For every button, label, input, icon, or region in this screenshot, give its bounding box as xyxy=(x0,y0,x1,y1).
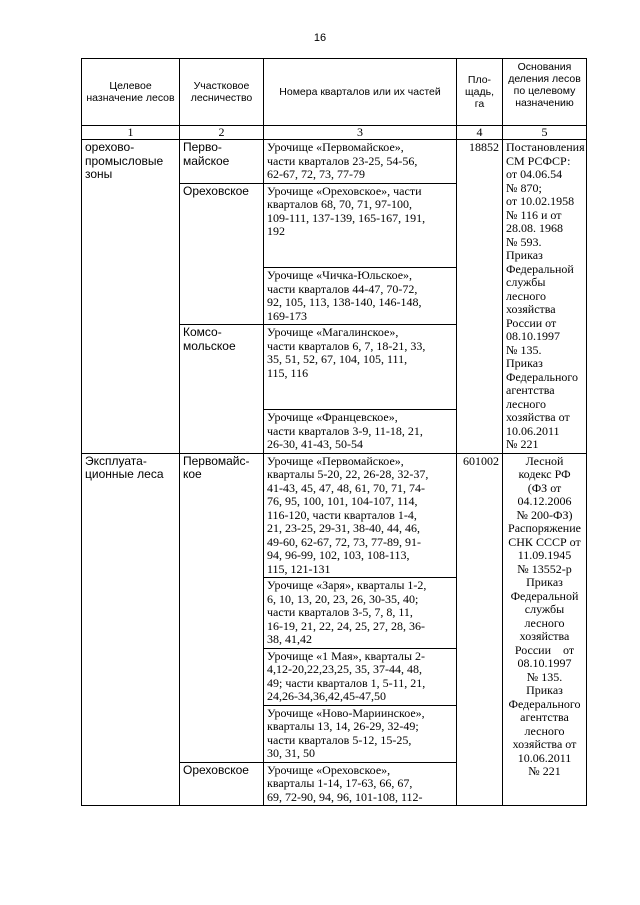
basis-line: № 135. xyxy=(506,342,542,357)
quarters-line: 30, 31, 50 xyxy=(267,746,315,760)
area-cell: 18852 xyxy=(457,140,503,454)
quarters-cell xyxy=(264,325,457,410)
lesnichestvo-line: мольское xyxy=(183,338,236,353)
basis-line: Федерального xyxy=(508,696,581,711)
quarters-line: кварталы 1-14, 17-63, 66, 67, xyxy=(267,776,413,790)
quarters-cell xyxy=(264,578,457,649)
quarters-line: части кварталов 23-25, 54-56, xyxy=(267,153,418,168)
quarters-line: 115, 121-131 xyxy=(267,561,331,576)
purpose-cell xyxy=(82,453,180,806)
basis-line: хозяйства от xyxy=(512,737,577,751)
header-purpose xyxy=(82,59,180,126)
header-lesnichestvo-line: Участковое xyxy=(193,80,250,92)
purpose-line: Эксплуата- xyxy=(85,453,147,468)
area-cell: 601002 xyxy=(457,453,503,806)
basis-line: лесного xyxy=(524,723,565,738)
sections-body xyxy=(82,140,587,806)
header-basis-line: по целевому xyxy=(513,85,576,97)
quarters-line: части кварталов 6, 7, 18-21, 33, xyxy=(267,338,426,353)
quarters-line: Урочище «Первомайское», xyxy=(267,453,404,468)
basis-line: № 221 xyxy=(506,437,539,451)
header-purpose-line: назначение лесов xyxy=(86,92,175,104)
quarters-line: части кварталов 5-12, 15-25, xyxy=(267,732,412,747)
basis-line: № 116 и от xyxy=(506,207,562,222)
lesnichestvo-line: Ореховское xyxy=(183,762,249,777)
basis-line: лесного xyxy=(506,396,546,411)
quarters-line: части кварталов 3-9, 11-18, 21, xyxy=(267,423,423,438)
quarters-line: Урочище «Магалинское», xyxy=(267,325,399,340)
basis-line: Федерального xyxy=(506,369,579,384)
header-lesnichestvo-line: лесничество xyxy=(190,92,253,104)
quarters-line: кварталы 5-20, 22, 26-28, 32-37, xyxy=(267,467,429,481)
purpose-cell xyxy=(82,140,180,454)
basis-line: Распоряжение xyxy=(508,521,581,535)
basis-line: Приказ xyxy=(526,575,563,589)
basis-line: СНК СССР от xyxy=(508,534,581,549)
quarters-cell xyxy=(264,648,457,705)
purpose-line: орехово- xyxy=(85,140,135,154)
quarters-line: Урочище «Ореховское», xyxy=(267,762,391,777)
basis-line: № 870; xyxy=(506,180,542,195)
lesnichestvo-cell xyxy=(180,140,264,184)
quarters-line: Урочище «Заря», кварталы 1-2, xyxy=(267,578,427,592)
quarters-line: 115, 116 xyxy=(267,365,309,380)
basis-line: Федеральной xyxy=(506,261,574,276)
quarters-line: 116-120, части кварталов 1-4, xyxy=(267,507,417,522)
basis-line: № 221 xyxy=(528,764,561,778)
basis-line: хозяйства xyxy=(519,629,570,643)
quarters-cell xyxy=(264,268,457,325)
basis-line: (ФЗ от xyxy=(527,480,562,495)
basis-line: СМ РСФСР: xyxy=(506,153,571,168)
basis-line: агентства xyxy=(506,383,555,397)
purpose-line: зоны xyxy=(85,167,113,181)
basis-line: № 135. xyxy=(526,669,563,684)
lesnichestvo-line: майское xyxy=(183,153,230,168)
quarters-cell xyxy=(264,762,457,806)
basis-line: Приказ xyxy=(526,683,563,697)
quarters-line: 49; части кварталов 1, 5-11, 21, xyxy=(267,675,426,690)
column-number-row xyxy=(82,126,587,140)
page-number: 16 xyxy=(313,32,327,44)
quarters-cell xyxy=(264,705,457,762)
basis-line: от 04.06.54 xyxy=(506,167,563,181)
quarters-line: 49-60, 62-67, 72, 73, 77-89, 91- xyxy=(267,534,421,549)
basis-line: Федеральной xyxy=(510,588,579,603)
basis-line: хозяйства от xyxy=(506,410,570,424)
quarters-line: части кварталов 3-5, 7, 8, 11, xyxy=(267,605,413,619)
header-purpose-line: Целевое xyxy=(109,80,152,92)
header-area xyxy=(457,59,503,126)
header-basis-line: назначению xyxy=(515,97,574,109)
quarters-line: 92, 105, 113, 138-140, 146-148, xyxy=(267,295,422,310)
basis-line: 10.06.2011 xyxy=(517,750,572,765)
header-row xyxy=(82,59,587,126)
basis-line: 11.09.1945 xyxy=(517,548,572,562)
quarters-line: 35, 51, 52, 67, 104, 105, 111, xyxy=(267,352,408,367)
basis-line: России от xyxy=(506,315,557,330)
basis-line: лесного xyxy=(524,615,565,630)
lesnichestvo-line: Комсо- xyxy=(183,325,222,340)
quarters-line: 69, 72-90, 94, 96, 101-108, 112- xyxy=(267,789,423,804)
basis-line: службы xyxy=(506,275,546,289)
forest-purpose-table xyxy=(81,58,587,806)
quarters-line: 6, 10, 13, 20, 23, 26, 30-35, 40; xyxy=(267,591,419,606)
purpose-line: ционные леса xyxy=(85,467,164,481)
basis-cell xyxy=(503,140,587,454)
lesnichestvo-line: Ореховское xyxy=(183,183,249,198)
quarters-line: кварталов 68, 70, 71, 97-100, xyxy=(267,197,412,211)
basis-line: от 10.02.1958 xyxy=(506,194,575,208)
lesnichestvo-line: Перво- xyxy=(183,140,222,154)
table-row xyxy=(82,453,587,578)
basis-line: № 13552-р xyxy=(517,561,572,576)
quarters-line: 192 xyxy=(267,224,285,238)
lesnichestvo-cell xyxy=(180,453,264,762)
basis-line: кодекс РФ xyxy=(518,467,571,481)
purpose-line: промысловые xyxy=(85,153,164,168)
quarters-line: 62-67, 72, 73, 77-79 xyxy=(267,167,365,181)
basis-line: службы xyxy=(524,602,565,616)
header-basis-line: Основания xyxy=(517,61,572,73)
quarters-line: 38, 41,42 xyxy=(267,632,312,646)
basis-line: Лесной xyxy=(525,453,564,468)
basis-line: агентства xyxy=(520,710,569,724)
quarters-cell xyxy=(264,183,457,268)
header-area-line: Пло- xyxy=(467,74,492,86)
quarters-line: Урочище «Францевское», xyxy=(267,410,398,424)
quarters-cell xyxy=(264,410,457,454)
lesnichestvo-cell xyxy=(180,325,264,453)
column-number: 2 xyxy=(180,126,264,140)
column-number: 4 xyxy=(457,126,503,140)
header-basis xyxy=(503,59,587,126)
quarters-line: 109-111, 137-139, 165-167, 191, xyxy=(267,210,426,225)
lesnichestvo-cell xyxy=(180,762,264,806)
quarters-cell xyxy=(264,140,457,184)
basis-line: 28.08. 1968 xyxy=(506,221,563,235)
basis-line: Приказ xyxy=(506,356,543,370)
quarters-line: 169-173 xyxy=(267,308,307,323)
quarters-line: Урочище «Чичка-Юльское», xyxy=(267,268,413,283)
basis-line: Постановления xyxy=(506,140,585,154)
header-quarters xyxy=(264,59,457,126)
quarters-line: Урочище «1 Мая», кварталы 2- xyxy=(267,648,426,663)
basis-line: лесного xyxy=(506,288,546,303)
quarters-line: Урочище «Ново-Мариинское», xyxy=(267,705,425,720)
quarters-line: 24,26-34,36,42,45-47,50 xyxy=(267,689,386,703)
column-number: 1 xyxy=(82,126,180,140)
quarters-cell xyxy=(264,453,457,578)
basis-line: 08.10.1997 xyxy=(517,656,572,670)
quarters-line: 21, 23-25, 29-31, 38-40, 44, 46, xyxy=(267,521,420,535)
quarters-line: 4,12-20,22,23,25, 35, 37-44, 48, xyxy=(267,662,422,676)
basis-line: 04.12.2006 xyxy=(517,494,572,508)
lesnichestvo-line: кое xyxy=(183,467,202,481)
header-area-line: га xyxy=(474,98,485,110)
quarters-line: 76, 95, 100, 101, 104-107, 114, xyxy=(267,494,418,508)
quarters-line: 16-19, 21, 22, 24, 25, 27, 28, 36- xyxy=(267,618,425,633)
quarters-line: 26-30, 41-43, 50-54 xyxy=(267,437,363,451)
quarters-line: 94, 96-99, 102, 103, 108-113, xyxy=(267,548,410,562)
basis-line: 10.06.2011 xyxy=(506,423,560,438)
basis-cell xyxy=(503,453,587,806)
basis-line: Приказ xyxy=(506,248,543,262)
quarters-line: 41-43, 45, 47, 48, 61, 70, 71, 74- xyxy=(267,480,425,495)
basis-line: № 200-ФЗ) xyxy=(516,507,573,522)
basis-line: России от xyxy=(514,642,575,657)
quarters-line: Урочище «Ореховское», части xyxy=(267,183,422,198)
lesnichestvo-cell xyxy=(180,183,264,325)
header-quarters-line: Номера кварталов или их частей xyxy=(279,86,441,98)
quarters-line: кварталы 13, 14, 26-29, 32-49; xyxy=(267,719,419,733)
header-lesnichestvo xyxy=(180,59,264,126)
header-basis-line: деления лесов xyxy=(508,73,581,85)
lesnichestvo-line: Первомайс- xyxy=(183,453,250,468)
basis-line: № 593. xyxy=(506,234,542,249)
column-number: 3 xyxy=(264,126,457,140)
header-area-line: щадь, xyxy=(465,86,494,98)
basis-line: 08.10.1997 xyxy=(506,329,560,343)
column-number: 5 xyxy=(503,126,587,140)
basis-line: хозяйства xyxy=(506,302,556,316)
quarters-line: части кварталов 44-47, 70-72, xyxy=(267,281,418,296)
quarters-line: Урочище «Первомайское», xyxy=(267,140,404,154)
table-row xyxy=(82,140,587,184)
